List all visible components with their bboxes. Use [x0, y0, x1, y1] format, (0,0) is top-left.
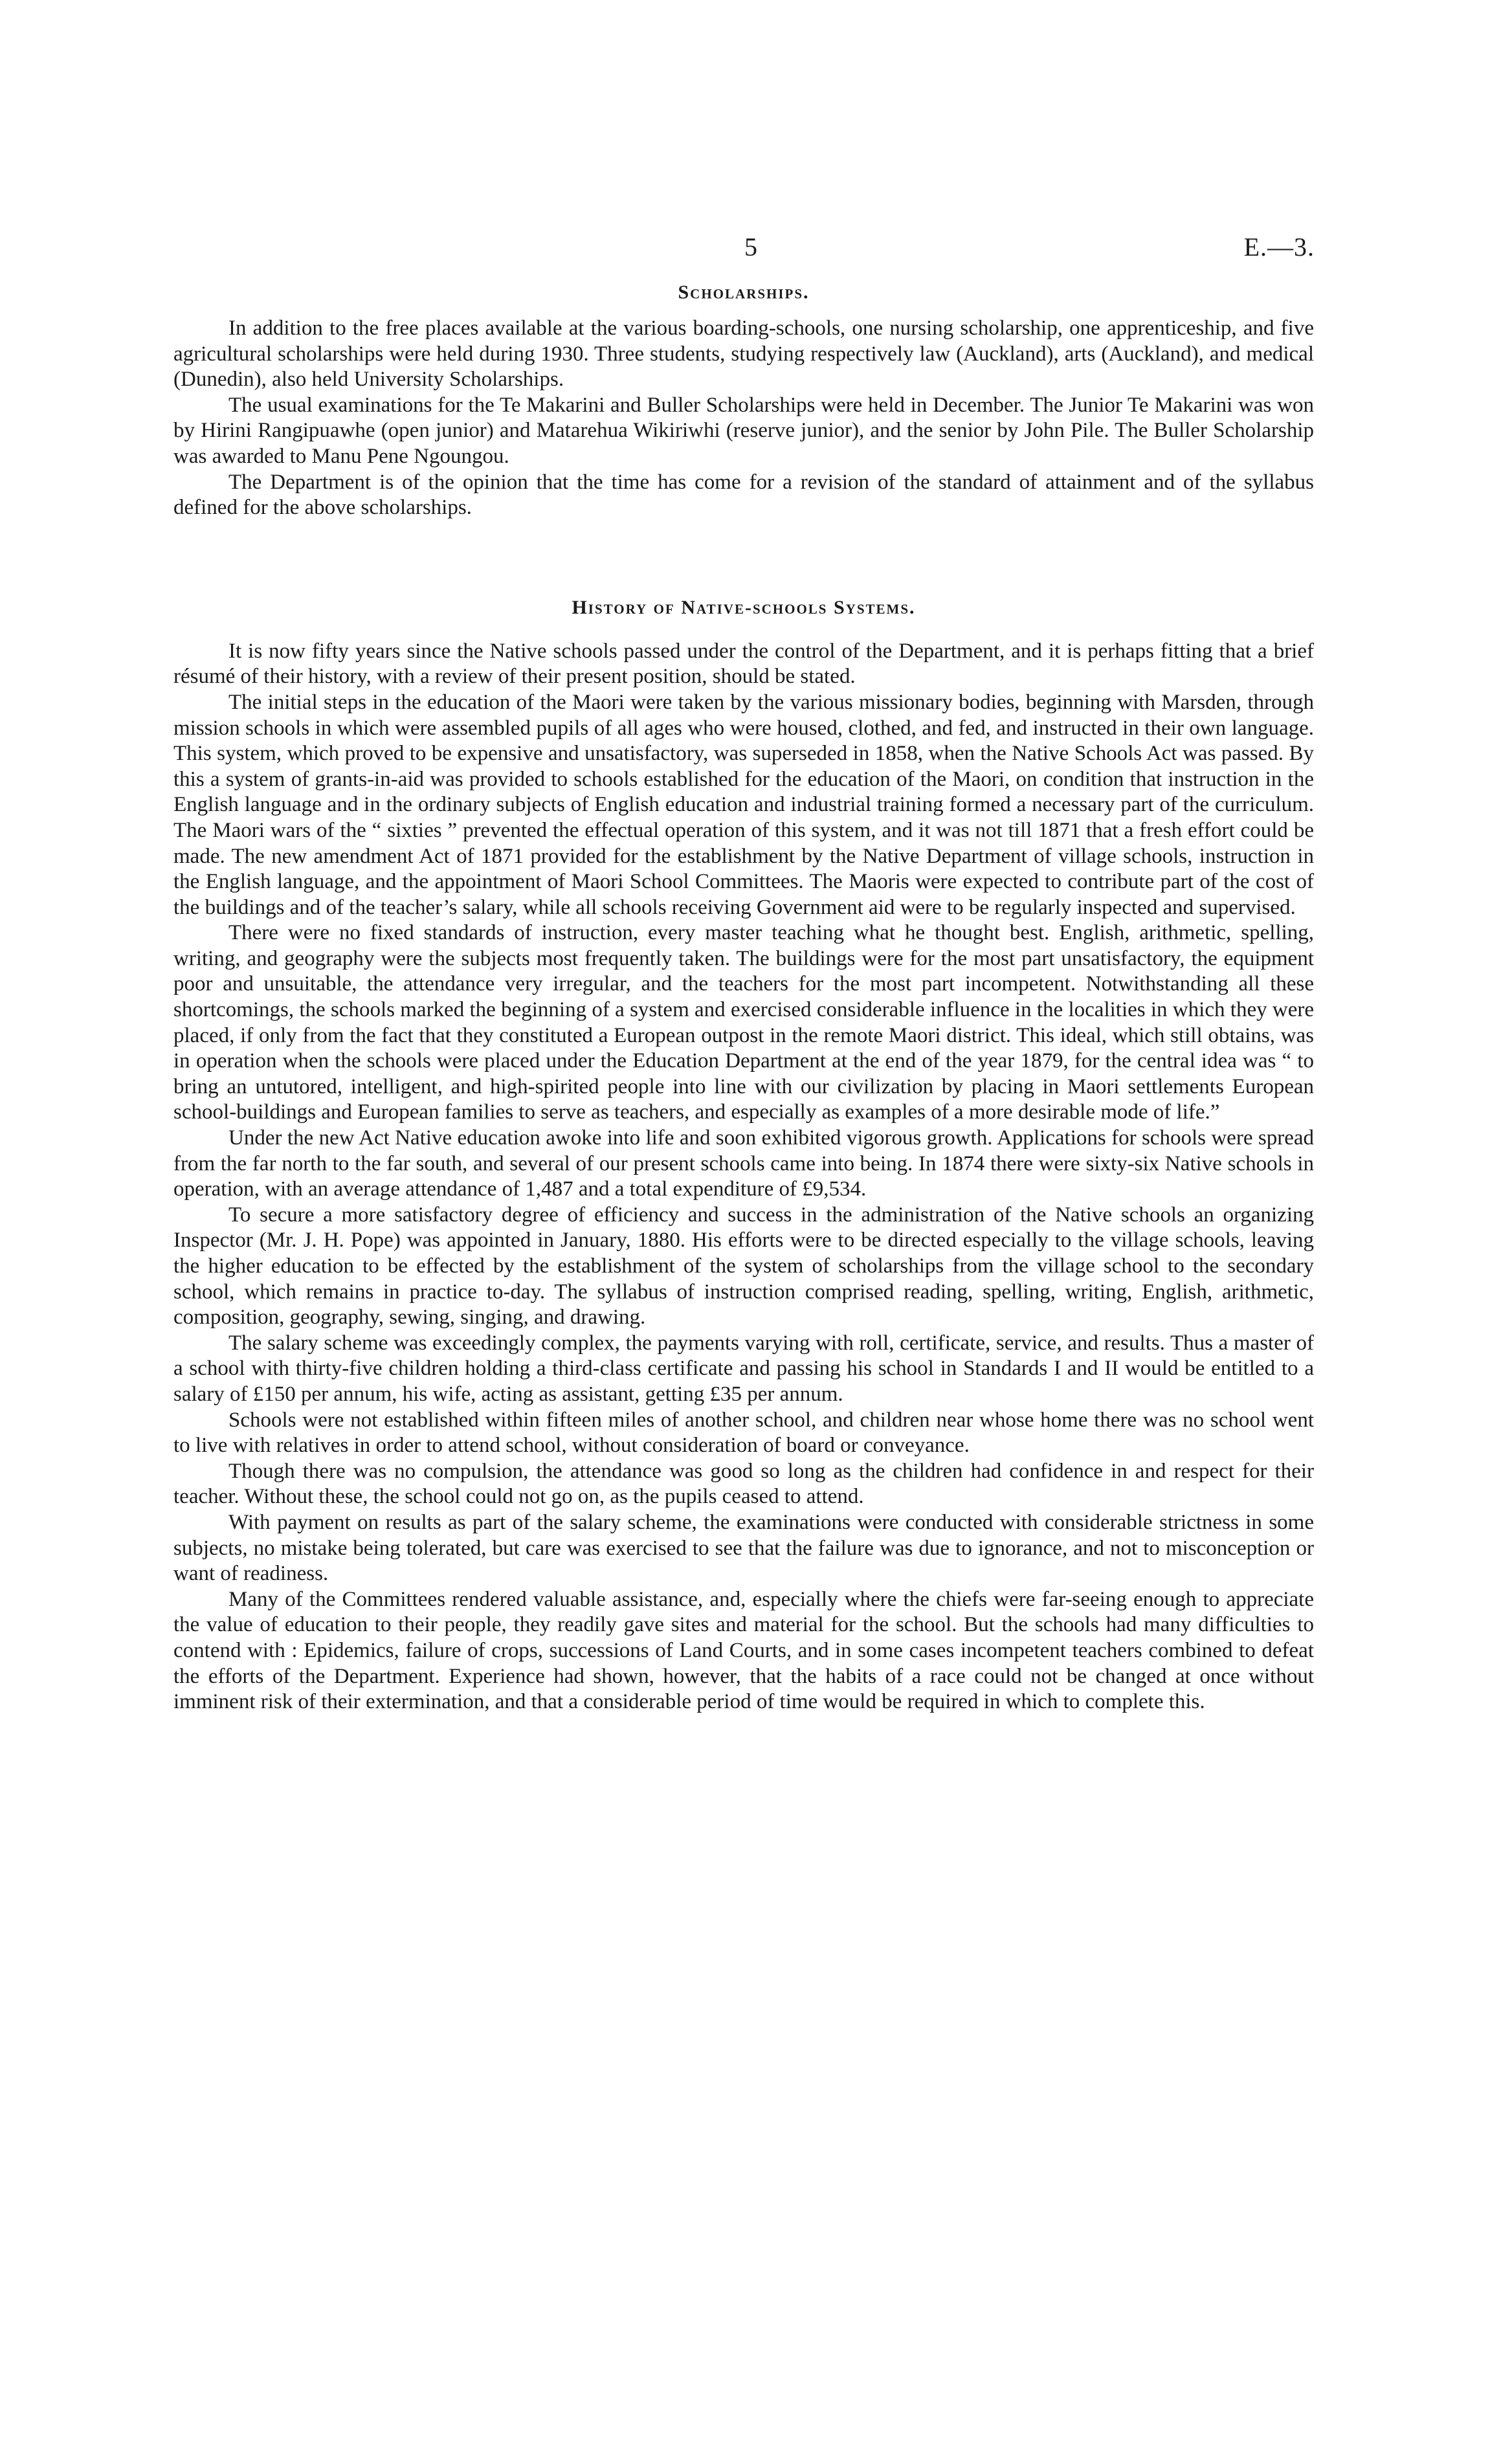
paragraph: The Department is of the opinion that the time has come for a revision of the standard of attainment and of the syllabus defined for the above scholarships. [173, 470, 1314, 520]
paragraph: Many of the Committees rendered valuable assistance, and, especially where the chiefs were far-seeing enough to appreciate the value of education to their people, they readily gave sites and material for the school. But the schools had many difficulties to contend with : Epidemics, failure of crops, successions of Land Courts, and in some cases incompetent teachers combined to defeat the efforts of the Department. Experience had shown, however, that the habits of a race could not be changed at once without imminent risk of their extermination, and that a considerable period of time would be required in which to complete this. [173, 1587, 1314, 1714]
document-code: E.—3. [1243, 232, 1315, 261]
history-section [173, 594, 1314, 1715]
paragraph: In addition to the free places available at the various boarding-schools, one nursing scholarship, one apprenticeship, and five agricultural scholarships were held during 1930. Three students, studying respectively law (Auckland), arts (Auckland), and medical (Dunedin), also held University Scholarships. [173, 317, 1314, 392]
paragraph: To secure a more satisfactory degree of efficiency and success in the administration of the Native schools an organizing Inspector (Mr. J. H. Pope) was appointed in January, 1880. His efforts were to be directed especially to the village schools, leaving the higher education to be effected by the establishment of the system of scholarships from the village school to the secondary school, which remains in practice to-day. The syllabus of instruction comprised reading, spelling, writing, English, arithmetic, composition, geography, sewing, singing, and drawing. [173, 1203, 1314, 1330]
section-heading-scholarships: Scholarships. [678, 282, 810, 303]
paragraph: The salary scheme was exceedingly complex, the payments varying with roll, certificate, service, and results. Thus a master of a school with thirty-five children holding a third-class certificate and passing his school in Standards I and II would be entitled to a salary of £150 per annum, his wife, acting as assistant, getting £35 per annum. [173, 1331, 1314, 1406]
paragraph: It is now fifty years since the Native schools passed under the control of the Department, and it is perhaps fitting that a brief résumé of their history, with a review of their present position, should be stated. [173, 639, 1314, 689]
paragraph: The initial steps in the education of the Maori were taken by the various missionary bodies, beginning with Marsden, through mission schools in which were assembled pupils of all ages who were housed, clothed, and fed, and instructed in their own language. This system, which proved to be expensive and unsatisfactory, was superseded in 1858, when the Native Schools Act was passed. By this a system of grants-in-aid was provided to schools established for the education of the Maori, on condition that instruction in the English language and in the ordinary subjects of English education and industrial training formed a necessary part of the curriculum. The Maori wars of the “ sixties ” prevented the effectual operation of this system, and it was not till 1871 that a fresh effort could be made. The new amendment Act of 1871 provided for the establishment by the Native Department of village schools, instruction in the English language, and the appointment of Maori School Committees. The Maoris were expected to contribute part of the cost of the buildings and of the teacher’s salary, while all schools receiving Government aid were to be regularly inspected and supervised. [173, 690, 1314, 919]
paragraph: Schools were not established within fifteen miles of another school, and children near whose home there was no school went to live with relatives in order to attend school, without consideration of board or conveyance. [173, 1408, 1314, 1458]
paragraph: Though there was no compulsion, the attendance was good so long as the children had confidence in and respect for their teacher. Without these, the school could not go on, as the pupils ceased to attend. [173, 1459, 1314, 1509]
scholarships-section [173, 278, 1314, 521]
paragraph: The usual examinations for the Te Makarini and Buller Scholarships were held in December. The Junior Te Makarini was won by Hirini Rangipuawhe (open junior) and Matarehua Wikiriwhi (reserve junior), and the senior by John Pile. The Buller Scholarship was awarded to Manu Pene Ngoungou. [173, 393, 1314, 468]
document-body [173, 278, 1314, 1715]
page-number: 5 [744, 232, 757, 261]
page-header [0, 228, 1512, 267]
paragraph: There were no fixed standards of instruction, every master teaching what he thought best. English, arithmetic, spelling, writing, and geography were the subjects most frequently taken. The buildings were for the most part unsatisfactory, the equipment poor and unsuitable, the attendance very irregular, and the teachers for the most part incompetent. Notwithstanding all these shortcomings, the schools marked the beginning of a system and exercised considerable influence in the localities in which they were placed, if only from the fact that they constituted a European outpost in the remote Maori district. This ideal, which still obtains, was in operation when the schools were placed under the Education Department at the end of the year 1879, for the central idea was “ to bring an untutored, intelligent, and high-spirited people into line with our civilization by placing in Maori settlements European school-buildings and European families to serve as teachers, and especially as examples of a more desirable mode of life.” [173, 921, 1314, 1124]
section-heading-history: History of Native-schools Systems. [572, 596, 916, 618]
paragraph: Under the new Act Native education awoke into life and soon exhibited vigorous growth. Applications for schools were spread from the far north to the far south, and several of our present schools came into being. In 1874 there were sixty-six Native schools in operation, with an average attendance of 1,487 and a total expenditure of £9,534. [173, 1126, 1314, 1201]
paragraph: With payment on results as part of the salary scheme, the examinations were conducted with considerable strictness in some subjects, no mistake being tolerated, but care was exercised to see that the failure was due to ignorance, and not to misconception or want of readiness. [173, 1510, 1314, 1586]
